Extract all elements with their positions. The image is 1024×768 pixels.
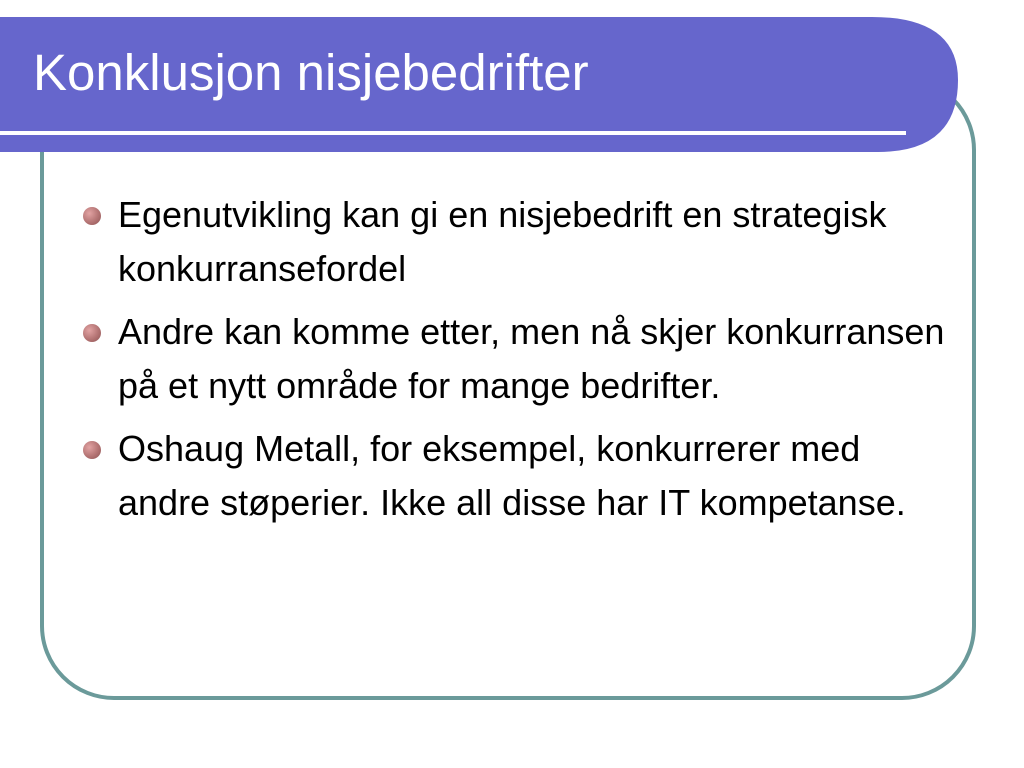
bullet-dot-icon — [83, 324, 101, 342]
title-underline — [0, 131, 906, 135]
bullet-item — [80, 305, 960, 413]
bullet-text: Egenutvikling kan gi en nisjebedrift en strategisk konkurransefordel — [118, 194, 887, 289]
bullet-text: Oshaug Metall, for eksempel, konkurrerer med andre støperier. Ikke all disse har IT kompetanse. — [118, 428, 906, 523]
bullet-text: Andre kan komme etter, men nå skjer konkurransen på et nytt område for mange bedrifter. — [118, 311, 945, 406]
bullet-item — [80, 422, 960, 530]
slide-title: Konklusjon nisjebedrifter — [33, 44, 589, 101]
bullet-list — [80, 188, 960, 539]
bullet-dot-icon — [83, 207, 101, 225]
bullet-item — [80, 188, 960, 296]
bullet-dot-icon — [83, 441, 101, 459]
